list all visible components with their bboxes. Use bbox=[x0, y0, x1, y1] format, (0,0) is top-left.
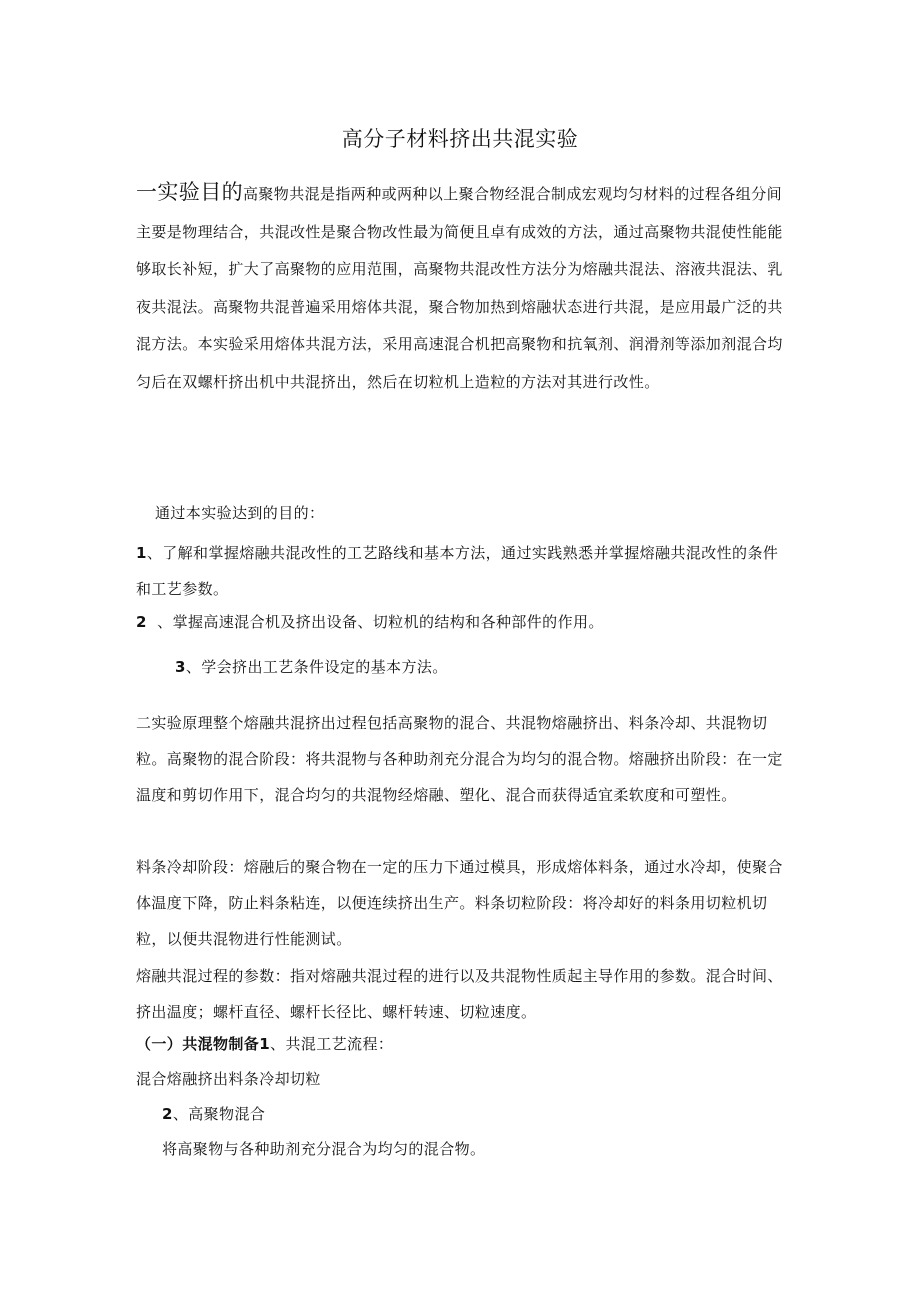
step-label: 、高聚物混合 bbox=[172, 1105, 266, 1123]
process-flow-line: 混合熔融挤出料条冷却切粒 bbox=[136, 1070, 321, 1088]
sub-heading-number: 1 bbox=[259, 1035, 271, 1053]
step-2-text: 将高聚物与各种助剂充分混合为均匀的混合物。 bbox=[162, 1140, 486, 1158]
objective-text: 、掌握高速混合机及挤出设备、切粒机的结构和各种部件的作用。 bbox=[146, 613, 604, 631]
objective-item-3 bbox=[175, 655, 448, 679]
sub-heading-part: （一）共混物制备 bbox=[136, 1035, 260, 1053]
objective-number: 2 bbox=[136, 613, 147, 631]
section1-heading: 一实验目的 bbox=[136, 180, 243, 204]
objective-number: 1 bbox=[136, 544, 147, 562]
section1-body: 高聚物共混是指两种或两种以上聚合物经混合制成宏观均匀材料的过程各组分间主要是物理结合，共混改性是聚合物改性最为简便且卓有成效的方法，通过高聚物共混使性能能够取长补短，扩大了高聚物的应用范围，高聚物共混改性方法分为熔融共混法、溶液共混法、乳夜共混法。高聚物共混普遍采用熔体共混，聚合物加热到熔融状态进行共混，是应用最广泛的共混方法。本实验采用熔体共混方法，采用高速混合机把高聚物和抗氧剂、润滑剂等添加剂混合均匀后在双螺杆挤出机中共混挤出，然后在切粒机上造粒的方法对其进行改性。 bbox=[136, 185, 783, 391]
sub-heading-blend-prep bbox=[136, 1032, 393, 1056]
section2-principle-paragraph: 二实验原理整个熔融共混挤出过程包括高聚物的混合、共混物熔融挤出、料条冷却、共混物切粒。高聚物的混合阶段：将共混物与各种助剂充分混合为均匀的混合物。熔融挤出阶段：在一定温度和剪切作用下，混合均匀的共混物经熔融、塑化、混合而获得适宜柔软度和可塑性。 bbox=[136, 714, 783, 804]
step-2-heading bbox=[162, 1102, 265, 1126]
params-paragraph: 熔融共混过程的参数：指对熔融共混过程的进行以及共混物性质起主导作用的参数。混合时间、挤出温度；螺杆直径、螺杆长径比、螺杆转速、切粒速度。 bbox=[136, 967, 783, 1021]
step-number: 2 bbox=[162, 1105, 173, 1123]
section1-intro-paragraph bbox=[136, 174, 786, 401]
sub-heading-part: 、共混工艺流程： bbox=[270, 1035, 394, 1053]
cooling-paragraph: 料条冷却阶段：熔融后的聚合物在一定的压力下通过模具，形成熔体料条，通过水冷却，使聚合体温度下降，防止料条粘连，以便连续挤出生产。料条切粒阶段：将冷却好的料条用切粒机切粒，以便共混物进行性能测试。 bbox=[136, 858, 783, 948]
objective-number: 3 bbox=[175, 658, 186, 676]
objectives-intro: 通过本实验达到的目的： bbox=[155, 504, 325, 522]
objective-text: 、了解和掌握熔融共混改性的工艺路线和基本方法，通过实践熟悉并掌握熔融共混改性的条件和工艺参数。 bbox=[136, 544, 779, 598]
objective-item-2 bbox=[136, 610, 604, 634]
document-title: 高分子材料挤出共混实验 bbox=[341, 127, 579, 151]
objective-text: 、学会挤出工艺条件设定的基本方法。 bbox=[185, 658, 448, 676]
objective-item-1 bbox=[136, 535, 786, 607]
